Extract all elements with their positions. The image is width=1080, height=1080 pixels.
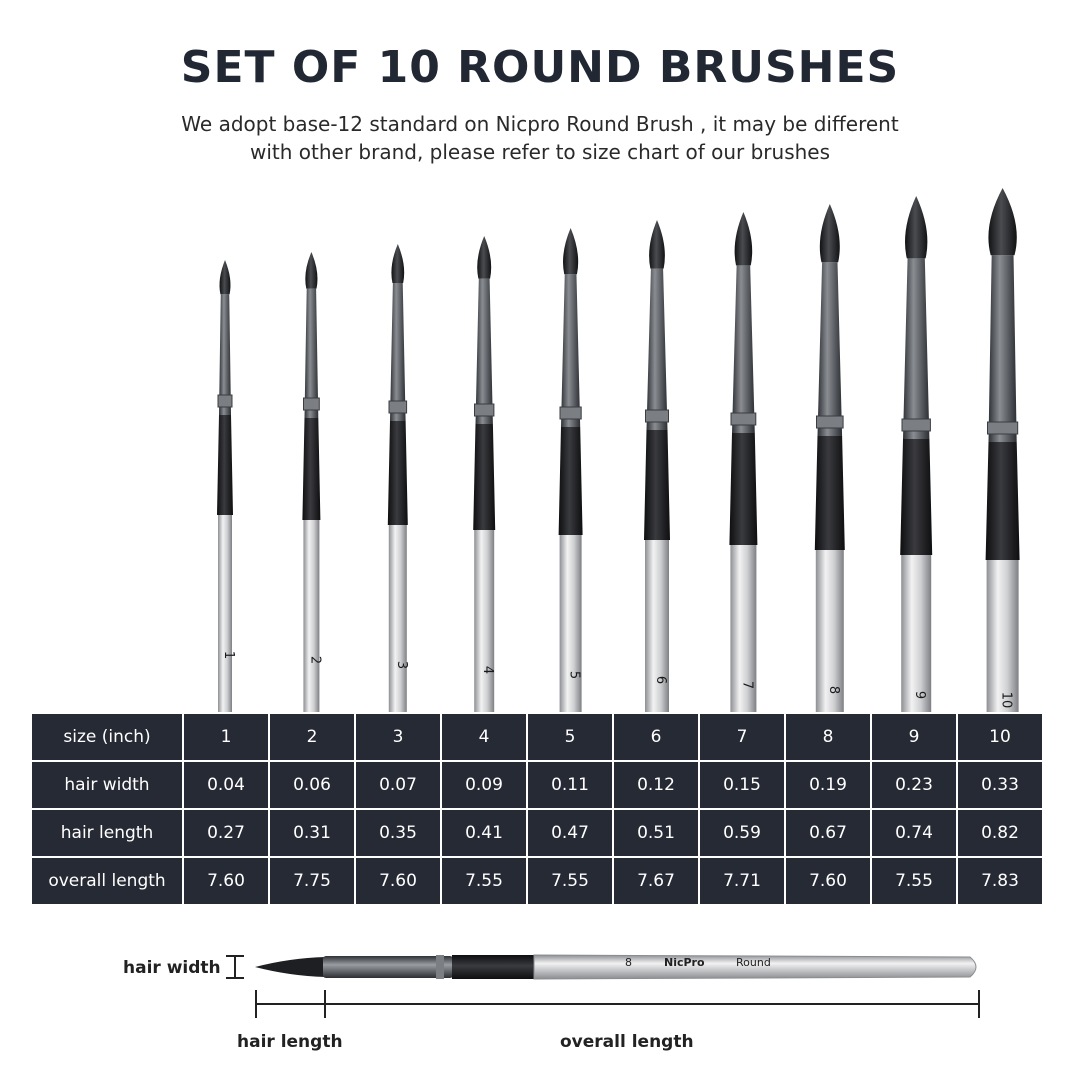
- brush-crimp: [902, 419, 930, 431]
- brush-grip: [559, 427, 583, 535]
- brush-crimp: [988, 422, 1018, 434]
- diagram-brush-svg: [0, 930, 1080, 1080]
- diagram-brush-hair: [255, 957, 325, 977]
- table-row-hair-width: [31, 761, 1043, 809]
- brush-hair: [220, 260, 231, 294]
- brush-8: [815, 204, 845, 715]
- size-chart-table: [30, 712, 1044, 906]
- brush-hair: [735, 212, 753, 265]
- brush-ferrule: [390, 283, 406, 421]
- cell-size-7: 7: [699, 713, 785, 761]
- row-header-hair-width: hair width: [31, 761, 183, 809]
- brush-grip: [388, 421, 408, 525]
- cell-overall-length-8: 7.60: [785, 857, 871, 905]
- brush-7: [729, 212, 757, 715]
- table-row-overall-length: [31, 857, 1043, 905]
- brush-ferrule: [818, 262, 843, 436]
- brush-4: [473, 236, 495, 715]
- cell-size-9: 9: [871, 713, 957, 761]
- cell-overall-length-6: 7.67: [613, 857, 699, 905]
- cell-hair-length-5: 0.47: [527, 809, 613, 857]
- brush-handle: [730, 545, 756, 715]
- cell-hair-length-10: 0.82: [957, 809, 1043, 857]
- brush-2: [302, 252, 322, 715]
- brush-crimp: [817, 416, 844, 428]
- brush-size-label: 7: [739, 680, 755, 690]
- brush-grip: [986, 442, 1020, 560]
- brush-size-label: 10: [998, 691, 1014, 709]
- overall-length-label: overall length: [560, 1032, 694, 1052]
- hair-length-label: hair length: [237, 1032, 343, 1052]
- hair-width-bracket: [226, 956, 244, 978]
- brush-ferrule: [732, 265, 755, 433]
- cell-hair-width-2: 0.06: [269, 761, 355, 809]
- brush-hair: [649, 220, 665, 269]
- cell-size-1: 1: [183, 713, 269, 761]
- table-row-hair-length: [31, 809, 1043, 857]
- brush-3: [388, 244, 409, 715]
- brush-grip: [644, 430, 670, 540]
- hair-width-label: hair width: [123, 958, 221, 978]
- diagram-brush-ferrule: [323, 956, 453, 978]
- brush-hair: [563, 228, 578, 274]
- cell-hair-length-1: 0.27: [183, 809, 269, 857]
- cell-size-10: 10: [957, 713, 1043, 761]
- cell-size-4: 4: [441, 713, 527, 761]
- cell-overall-length-9: 7.55: [871, 857, 957, 905]
- brush-5: [559, 228, 583, 715]
- brush-size-label: 8: [825, 685, 841, 695]
- cell-size-2: 2: [269, 713, 355, 761]
- brush-grip: [473, 424, 495, 530]
- brush-10: [986, 188, 1020, 715]
- brush-size-label: 1: [221, 650, 236, 660]
- cell-hair-width-8: 0.19: [785, 761, 871, 809]
- cell-hair-length-3: 0.35: [355, 809, 441, 857]
- brush-grip: [815, 436, 845, 550]
- cell-hair-width-9: 0.23: [871, 761, 957, 809]
- brush-size-label: 5: [566, 670, 582, 680]
- cell-overall-length-4: 7.55: [441, 857, 527, 905]
- brush-hair: [477, 236, 491, 279]
- cell-hair-width-3: 0.07: [355, 761, 441, 809]
- diagram-brand-mark: NicPro: [664, 956, 705, 969]
- brush-size-label: 3: [393, 660, 409, 670]
- cell-hair-width-4: 0.09: [441, 761, 527, 809]
- brush-6: [644, 220, 670, 715]
- brush-crimp: [560, 407, 581, 419]
- brush-handle: [389, 525, 407, 715]
- brush-handle: [303, 520, 319, 715]
- subtitle-line-2: with other brand, please refer to size chart of our brushes: [249, 140, 831, 164]
- subtitle: [0, 110, 1080, 166]
- brush-handle: [218, 515, 232, 715]
- brush-crimp: [731, 413, 756, 425]
- brush-crimp: [218, 395, 232, 407]
- brush-crimp: [475, 404, 494, 416]
- measurement-diagram: [0, 930, 1080, 1080]
- brush-size-label: 9: [912, 690, 928, 700]
- brush-set-illustration: [0, 175, 1080, 715]
- brush-ferrule: [561, 274, 580, 427]
- brush-grip: [302, 418, 320, 520]
- cell-size-8: 8: [785, 713, 871, 761]
- brush-crimp: [304, 398, 320, 410]
- brush-hair: [905, 196, 927, 258]
- cell-hair-length-6: 0.51: [613, 809, 699, 857]
- brush-handle: [645, 540, 669, 715]
- brush-1: [217, 260, 236, 715]
- cell-hair-width-7: 0.15: [699, 761, 785, 809]
- cell-hair-width-10: 0.33: [957, 761, 1043, 809]
- brush-size-label: 2: [307, 655, 323, 665]
- cell-overall-length-3: 7.60: [355, 857, 441, 905]
- brush-9: [900, 196, 932, 715]
- cell-size-3: 3: [355, 713, 441, 761]
- brush-size-label: 6: [653, 675, 668, 685]
- row-header-overall-length: overall length: [31, 857, 183, 905]
- cell-hair-length-8: 0.67: [785, 809, 871, 857]
- diagram-brush-grip: [452, 955, 534, 979]
- brush-hair: [391, 244, 404, 283]
- table-row-size: [31, 713, 1043, 761]
- brush-handle: [474, 530, 494, 715]
- cell-hair-width-6: 0.12: [613, 761, 699, 809]
- brush-grip: [729, 433, 757, 545]
- brush-ferrule: [903, 258, 929, 439]
- cell-overall-length-5: 7.55: [527, 857, 613, 905]
- cell-hair-width-1: 0.04: [183, 761, 269, 809]
- cell-hair-length-9: 0.74: [871, 809, 957, 857]
- brush-crimp: [389, 401, 407, 413]
- cell-hair-length-7: 0.59: [699, 809, 785, 857]
- row-header-size: size (inch): [31, 713, 183, 761]
- brush-ferrule: [476, 279, 493, 424]
- brush-grip: [900, 439, 932, 555]
- length-dimension-lines: [256, 990, 979, 1018]
- cell-overall-length-7: 7.71: [699, 857, 785, 905]
- brush-size-label: 4: [480, 665, 496, 675]
- page-title: SET OF 10 ROUND BRUSHES: [180, 42, 900, 93]
- brush-handle: [560, 535, 582, 715]
- diagram-type-mark: Round: [736, 956, 771, 969]
- brush-hair: [305, 252, 317, 289]
- row-header-hair-length: hair length: [31, 809, 183, 857]
- cell-overall-length-1: 7.60: [183, 857, 269, 905]
- brush-ferrule: [989, 255, 1017, 442]
- brush-ferrule: [647, 269, 668, 430]
- cell-overall-length-2: 7.75: [269, 857, 355, 905]
- brush-hair: [820, 204, 840, 262]
- cell-overall-length-10: 7.83: [957, 857, 1043, 905]
- cell-hair-length-2: 0.31: [269, 809, 355, 857]
- brush-grip: [217, 415, 233, 515]
- diagram-ferrule-crimp: [436, 955, 444, 979]
- cell-size-6: 6: [613, 713, 699, 761]
- cell-hair-width-5: 0.11: [527, 761, 613, 809]
- diagram-size-mark: 8: [625, 956, 632, 969]
- brush-hair: [988, 188, 1016, 255]
- brush-crimp: [646, 410, 669, 422]
- cell-hair-length-4: 0.41: [441, 809, 527, 857]
- cell-size-5: 5: [527, 713, 613, 761]
- subtitle-line-1: We adopt base-12 standard on Nicpro Round Brush , it may be different: [181, 112, 899, 136]
